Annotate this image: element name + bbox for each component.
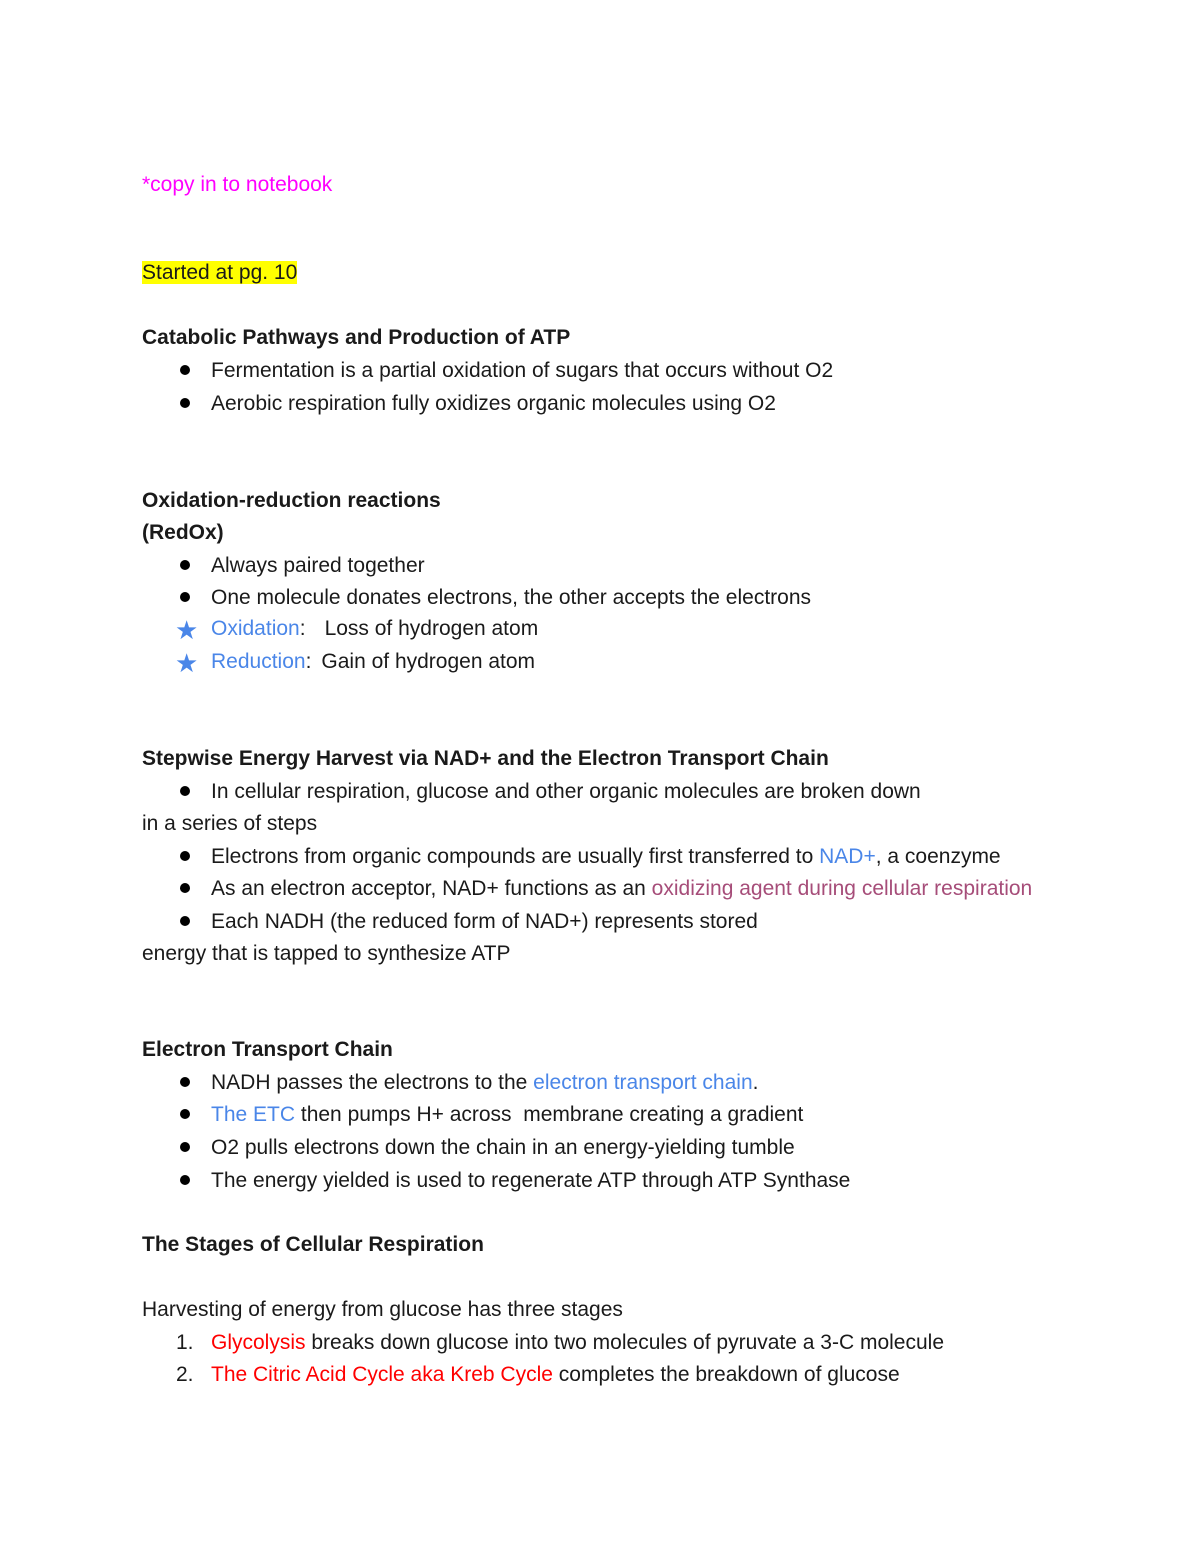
bullet-icon: [174, 844, 198, 870]
bullet-continuation: energy that is tapped to synthesize ATP: [142, 942, 511, 965]
heading-stepwise: Stepwise Energy Harvest via NAD+ and the Electron Transport Chain: [142, 747, 829, 770]
bullet-continuation: in a series of steps: [142, 812, 318, 835]
heading-etc: Electron Transport Chain: [142, 1038, 393, 1061]
bullet-icon: [174, 876, 198, 902]
term-nad: NAD+: [819, 845, 876, 868]
bullet-text: One molecule donates electrons, the other accepts the electrons: [211, 586, 812, 609]
bullet-icon: [174, 779, 198, 805]
term-etc: electron transport chain: [533, 1071, 753, 1094]
bullet-text: The energy yielded is used to regenerate ATP through ATP Synthase: [211, 1169, 851, 1192]
bullet-text: NADH passes the electrons to the electron transport chain.: [211, 1071, 759, 1094]
term-oxidizing-agent: oxidizing agent during cellular respiration: [651, 877, 1033, 900]
copy-note: *copy in to notebook: [142, 173, 333, 196]
bullet-icon: [174, 1102, 198, 1128]
heading-catabolic: Catabolic Pathways and Production of ATP: [142, 326, 571, 349]
bullet-icon: [174, 1168, 198, 1194]
bullet-text: Fermentation is a partial oxidation of sugars that occurs without O2: [211, 359, 834, 382]
bullet-text: As an electron acceptor, NAD+ functions as an oxidizing agent during cellular respiration: [211, 877, 1033, 900]
bullet-icon: [174, 1135, 198, 1161]
bullet-text: In cellular respiration, glucose and other organic molecules are broken down: [211, 780, 921, 803]
list-number: 2.: [176, 1363, 194, 1386]
numbered-item: Glycolysis breaks down glucose into two molecules of pyruvate a 3-C molecule: [211, 1331, 945, 1354]
definition: Gain of hydrogen atom: [321, 650, 536, 673]
term-oxidation: Oxidation: [211, 617, 300, 640]
bullet-text: Aerobic respiration fully oxidizes organic molecules using O2: [211, 392, 776, 415]
bullet-text: O2 pulls electrons down the chain in an energy-yielding tumble: [211, 1136, 795, 1159]
term-citric-acid-cycle: The Citric Acid Cycle aka Kreb Cycle: [211, 1363, 553, 1386]
bullet-text: Always paired together: [211, 554, 425, 577]
bullet-icon: [174, 1070, 198, 1096]
term-the-etc: The ETC: [211, 1103, 296, 1126]
bullet-icon: [174, 358, 198, 384]
bullet-icon: [174, 909, 198, 935]
star-item-reduction: Reduction: Gain of hydrogen atom: [211, 650, 536, 673]
started-highlight: Started at pg. 10: [142, 261, 298, 284]
started-note: [142, 260, 297, 286]
list-number: 1.: [176, 1331, 194, 1354]
bullet-icon: [174, 585, 198, 611]
stages-intro: Harvesting of energy from glucose has three stages: [142, 1298, 623, 1321]
bullet-text: The ETC then pumps H+ across membrane creating a gradient: [211, 1103, 804, 1126]
heading-stages: The Stages of Cellular Respiration: [142, 1233, 484, 1256]
star-icon: ★: [175, 615, 199, 645]
bullet-text: Each NADH (the reduced form of NAD+) represents stored: [211, 910, 758, 933]
bullet-text: Electrons from organic compounds are usually first transferred to NAD+, a coenzyme: [211, 845, 1001, 868]
heading-redox-sub: (RedOx): [142, 521, 224, 544]
star-icon: ★: [175, 648, 199, 678]
term-glycolysis: Glycolysis: [211, 1331, 306, 1354]
bullet-icon: [174, 391, 198, 417]
heading-redox: Oxidation-reduction reactions: [142, 489, 441, 512]
numbered-item: The Citric Acid Cycle aka Kreb Cycle completes the breakdown of glucose: [211, 1363, 900, 1386]
definition: Loss of hydrogen atom: [324, 617, 539, 640]
term-reduction: Reduction: [211, 650, 306, 673]
bullet-icon: [174, 553, 198, 579]
star-item-oxidation: Oxidation: Loss of hydrogen atom: [211, 617, 539, 640]
